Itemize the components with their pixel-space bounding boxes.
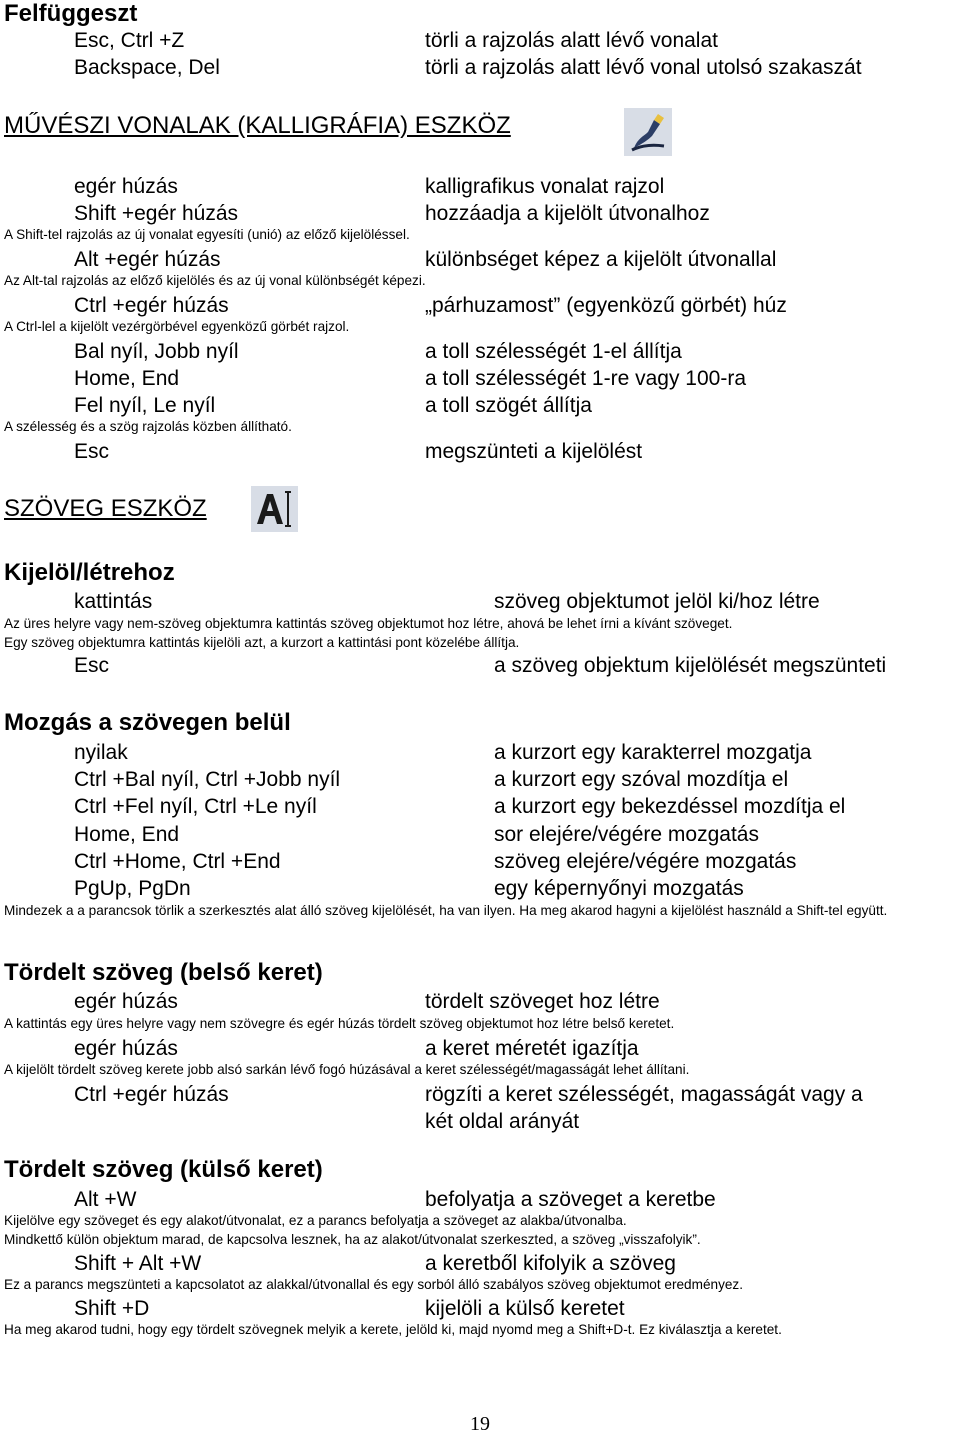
section-title-felfuggeszt: Felfüggeszt <box>4 0 138 27</box>
shortcut-key: Ctrl +Home, Ctrl +End <box>74 850 281 873</box>
note-text: A kijelölt tördelt szöveg kerete jobb alsó sarkán lévő fogó húzásával a keret szélességét/magasságát lehet állítani. <box>4 1062 690 1077</box>
shortcut-key: Ctrl +Fel nyíl, Ctrl +Le nyíl <box>74 795 317 818</box>
shortcut-key: Backspace, Del <box>74 56 220 79</box>
shortcut-key: Esc, Ctrl +Z <box>74 29 185 52</box>
shortcut-desc: a keret méretét igazítja <box>425 1037 639 1060</box>
shortcut-key: Home, End <box>74 367 180 390</box>
shortcut-key: Fel nyíl, Le nyíl <box>74 394 216 417</box>
shortcut-key: Home, End <box>74 823 180 846</box>
shortcut-desc: sor elejére/végére mozgatás <box>494 823 759 846</box>
shortcut-key: Bal nyíl, Jobb nyíl <box>74 340 239 363</box>
shortcut-desc: a toll szélességét 1-re vagy 100-ra <box>425 367 746 390</box>
section-title-kalligrafia: MŰVÉSZI VONALAK (KALLIGRÁFIA) ESZKÖZ <box>4 112 511 139</box>
calligraphy-pen-icon <box>624 108 672 156</box>
shortcut-key: kattintás <box>74 590 153 613</box>
note-text: Kijelölve egy szöveget és egy alakot/útvonalat, ez a parancs befolyatja a szöveget az alakba/útvonalba. <box>4 1213 627 1228</box>
section-title-mozgas: Mozgás a szövegen belül <box>4 709 291 736</box>
note-text: A szélesség és a szög rajzolás közben állítható. <box>4 419 292 434</box>
note-text: Ez a parancs megszünteti a kapcsolatot az alakkal/útvonallal és egy sorból álló szabályos szöveg objektumot eredményez. <box>4 1277 743 1292</box>
shortcut-desc-continued: két oldal arányát <box>425 1110 580 1133</box>
shortcut-key: Ctrl +egér húzás <box>74 294 229 317</box>
note-text: Az Alt-tal rajzolás az előző kijelölés és az új vonal különbségét képezi. <box>4 273 426 288</box>
section-title-szoveg: SZÖVEG ESZKÖZ <box>4 495 207 522</box>
shortcut-desc: hozzáadja a kijelölt útvonalhoz <box>425 202 710 225</box>
note-text: Mindezek a a parancsok törlik a szerkesztés alat álló szöveg kijelölését, ha van ilyen. Ha meg akarod hagyni a kijelölést használd a Shift-tel együtt. <box>4 903 888 918</box>
shortcut-key: Esc <box>74 440 110 463</box>
shortcut-desc: a kurzort egy karakterrel mozgatja <box>494 741 812 764</box>
note-text: Mindkettő külön objektum marad, de kapcsolva lesznek, ha az alakot/útvonalat szerkeszted, a szöveg „visszafolyik”. <box>4 1232 701 1247</box>
shortcut-key: Esc <box>74 654 110 677</box>
shortcut-key: nyilak <box>74 741 128 764</box>
section-title-kijelol: Kijelöl/létrehoz <box>4 559 175 586</box>
shortcut-key: Ctrl +egér húzás <box>74 1083 229 1106</box>
shortcut-desc: a kurzort egy szóval mozdítja el <box>494 768 789 791</box>
shortcut-desc: a toll szélességét 1-el állítja <box>425 340 682 363</box>
shortcut-key: egér húzás <box>74 1037 178 1060</box>
shortcut-desc: a szöveg objektum kijelölését megszünteti <box>494 654 887 677</box>
shortcut-desc: törli a rajzolás alatt lévő vonalat <box>425 29 718 52</box>
shortcut-desc: befolyatja a szöveget a keretbe <box>425 1188 716 1211</box>
shortcut-key: Alt +egér húzás <box>74 248 221 271</box>
shortcut-desc: egy képernyőnyi mozgatás <box>494 877 744 900</box>
shortcut-desc: rögzíti a keret szélességét, magasságát vagy a <box>425 1083 863 1106</box>
shortcut-desc: különbséget képez a kijelölt útvonallal <box>425 248 777 271</box>
note-text: A Ctrl-lel a kijelölt vezérgörbével egyenközű görbét rajzol. <box>4 319 350 334</box>
note-text: A Shift-tel rajzolás az új vonalat egyesíti (unió) az előző kijelöléssel. <box>4 227 410 242</box>
shortcut-key: egér húzás <box>74 175 178 198</box>
shortcut-desc: kijelöli a külső keretet <box>425 1297 625 1320</box>
shortcut-desc: szöveg objektumot jelöl ki/hoz létre <box>494 590 820 613</box>
shortcut-desc: kalligrafikus vonalat rajzol <box>425 175 665 198</box>
shortcut-desc: szöveg elejére/végére mozgatás <box>494 850 797 873</box>
shortcut-key: Alt +W <box>74 1188 137 1211</box>
shortcut-key: Shift +D <box>74 1297 150 1320</box>
page-number: 19 <box>470 1413 490 1435</box>
shortcut-desc: megszünteti a kijelölést <box>425 440 643 463</box>
note-text: A kattintás egy üres helyre vagy nem szövegre és egér húzás tördelt szöveg objektumot hoz létre belső keretet. <box>4 1016 675 1031</box>
note-text: Az üres helyre vagy nem-szöveg objektumra kattintás szöveg objektumot hoz létre, ahová be lehet írni a kívánt szöveget. <box>4 616 733 631</box>
section-title-belso: Tördelt szöveg (belső keret) <box>4 959 323 986</box>
shortcut-desc: „párhuzamost” (egyenközű görbét) húz <box>425 294 787 317</box>
shortcut-key: Shift +egér húzás <box>74 202 239 225</box>
shortcut-key: Ctrl +Bal nyíl, Ctrl +Jobb nyíl <box>74 768 341 791</box>
shortcut-desc: tördelt szöveget hoz létre <box>425 990 660 1013</box>
shortcut-desc: a keretből kifolyik a szöveg <box>425 1252 676 1275</box>
shortcut-key: Shift + Alt +W <box>74 1252 202 1275</box>
shortcut-desc: törli a rajzolás alatt lévő vonal utolsó szakaszát <box>425 56 862 79</box>
note-text: Ha meg akarod tudni, hogy egy tördelt szövegnek melyik a kerete, jelöld ki, majd nyomd meg a Shift+D-t. Ez kiválasztja a keretet. <box>4 1322 782 1337</box>
section-title-kulso: Tördelt szöveg (külső keret) <box>4 1156 323 1183</box>
shortcut-desc: a toll szögét állítja <box>425 394 592 417</box>
shortcut-key: PgUp, PgDn <box>74 877 191 900</box>
text-tool-icon <box>251 486 298 532</box>
shortcut-key: egér húzás <box>74 990 178 1013</box>
shortcut-desc: a kurzort egy bekezdéssel mozdítja el <box>494 795 846 818</box>
note-text: Egy szöveg objektumra kattintás kijelöli azt, a kurzort a kattintási pont közelébe állítja. <box>4 635 520 650</box>
